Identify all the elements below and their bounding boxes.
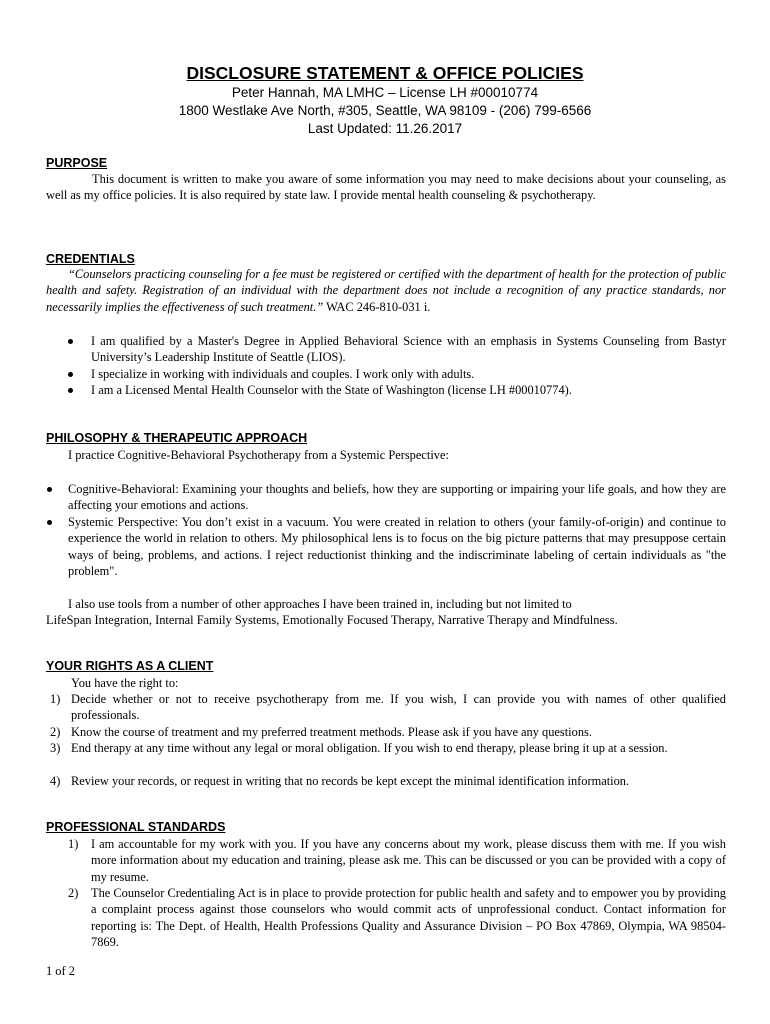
page-number: 1 of 2 (46, 964, 75, 978)
rights-intro: You have the right to: (71, 676, 179, 690)
author-license-line: Peter Hannah, MA LMHC – License LH #00010774 (231, 85, 539, 100)
credentials-paragraph (46, 266, 726, 315)
credentials-quote: “Counselors practicing counseling for a fee must be registered or certified with the department of health for the protection of public health and safety. Registration of an individual with the department does not include a recognition of any practice standards, nor necessarily implies the effectiveness of such treatment.” (46, 267, 726, 314)
rights-item-3: End therapy at any time without any legal or moral obligation. If you wish to end therapy, please bring it up at a session. (71, 741, 668, 755)
philosophy-bullet-1: Cognitive-Behavioral: Examining your thoughts and beliefs, how they are supporting or impairing your life goals, and how they are affecting your emotions and actions. (68, 482, 726, 513)
philosophy-heading: PHILOSOPHY & THERAPEUTIC APPROACH (46, 431, 308, 445)
bullet-icon (68, 372, 73, 377)
credentials-citation: WAC 246-810-031 i. (323, 299, 431, 314)
list-number: 3) (50, 741, 61, 755)
philosophy-intro: I practice Cognitive-Behavioral Psychotherapy from a Systemic Perspective: (68, 448, 449, 462)
address-line: 1800 Westlake Ave North, #305, Seattle, WA 98109 - (206) 799-6566 (178, 103, 592, 118)
rights-heading: YOUR RIGHTS AS A CLIENT (46, 659, 214, 673)
bullet-icon (68, 339, 73, 344)
list-number: 2) (68, 886, 79, 900)
credentials-bullet-3: I am a Licensed Mental Health Counselor with the State of Washington (license LH #00010774). (91, 383, 572, 397)
standards-item-2: The Counselor Credentialing Act is in place to provide protection for public health and safety and to empower you by providing a complaint process against those counselors who would commit acts of unprofessional conduct. Contact information for reporting is: The Dept. of Health, Health Professions Quality and Assurance Division – PO Box 47869, Olympia, WA 98504-7869. (91, 886, 726, 950)
philosophy-bullet-2: Systemic Perspective: You don’t exist in a vacuum. You were created in relation to others (your family-of-origin) and continue to experience the world in relation to others. My philosophical lens is to focus on the big picture patterns that may presuppose certain ways of being, problems, and actions. I reject reductionist thinking and the indiscriminate labeling of certain individuals as "the problem". (68, 515, 726, 579)
list-number: 2) (50, 725, 61, 739)
bullet-icon (68, 388, 73, 393)
credentials-bullet-1: I am qualified by a Master's Degree in Applied Behavioral Science with an emphasis in Systems Counseling from Bastyr University’s Leadership Institute of Seattle (LIOS). (91, 334, 726, 365)
philosophy-tools-line-1: I also use tools from a number of other approaches I have been trained in, including but not limited to (68, 597, 572, 611)
credentials-bullet-2: I specialize in working with individuals and couples. I work only with adults. (91, 367, 475, 381)
list-number: 4) (50, 774, 61, 788)
standards-item-1: I am accountable for my work with you. If you have any concerns about my work, please discuss them with me. If you wish more information about my education and training, please ask me. This can be discussed or you can be provided with a copy of my resume. (91, 837, 726, 884)
credentials-heading: CREDENTIALS (46, 252, 135, 266)
philosophy-tools-line-2: LifeSpan Integration, Internal Family Systems, Emotionally Focused Therapy, Narrative Therapy and Mindfulness. (46, 613, 618, 627)
rights-item-1: Decide whether or not to receive psychotherapy from me. If you wish, I can provide you with names of other qualified professionals. (71, 692, 726, 723)
bullet-icon (47, 520, 52, 525)
standards-heading: PROFESSIONAL STANDARDS (46, 820, 226, 834)
list-number: 1) (50, 692, 61, 706)
list-number: 1) (68, 837, 79, 851)
rights-item-4: Review your records, or request in writing that no records be kept except the minimal identification information. (71, 774, 630, 788)
document-title: DISCLOSURE STATEMENT & OFFICE POLICIES (186, 63, 584, 83)
last-updated-line: Last Updated: 11.26.2017 (307, 121, 463, 136)
rights-item-2: Know the course of treatment and my preferred treatment methods. Please ask if you have any questions. (71, 725, 592, 739)
purpose-paragraph: This document is written to make you aware of some information you may need to make decisions about your counseling, as well as my office policies. It is also required by state law. I provide mental health counseling & psychotherapy. (46, 172, 726, 203)
bullet-icon (47, 487, 52, 492)
purpose-heading: PURPOSE (46, 156, 108, 170)
